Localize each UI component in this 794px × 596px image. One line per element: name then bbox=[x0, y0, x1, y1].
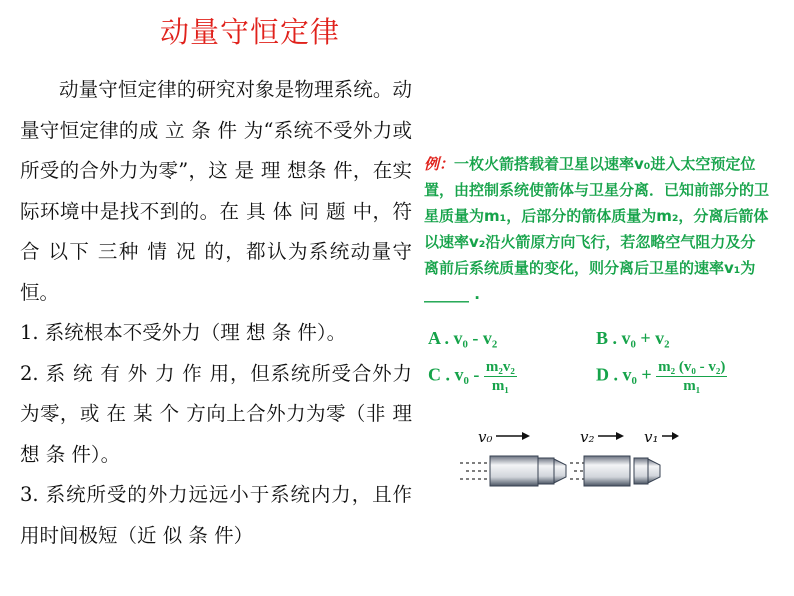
label-v0: v₀ bbox=[478, 428, 493, 446]
option-c-denominator: m₁ bbox=[491, 378, 509, 394]
example-problem bbox=[424, 151, 769, 307]
label-v1: v₁ bbox=[644, 428, 659, 446]
label-v2: v₂ bbox=[580, 428, 595, 446]
page-title: 动量守恒定律 bbox=[159, 15, 340, 49]
satellite-section bbox=[634, 458, 660, 484]
paragraph-case-2: 2. 系 统 有 外 力 作 用，但系统所受合外力为零，或 在 某 个 方向上合外力为零（非 理 想 条 件）。 bbox=[20, 361, 412, 466]
rocket-separation-figure bbox=[440, 425, 680, 515]
body-text bbox=[20, 70, 412, 556]
option-d-prefix: D . v₀ + bbox=[596, 364, 652, 385]
arrow-v0 bbox=[496, 432, 530, 440]
paragraph-intro: 动量守恒定律的研究对象是物理系统。动量守恒定律的成 立 条 件 为“系统不受外力或所受的合外力为零”，这 是 理 想条 件，在实际环境中是找不到的。在 具 体 问 题 中，符 合 以下 三种 情 况 的，都认为系统动量守恒。 bbox=[20, 78, 412, 304]
option-a: A . v₀ - v₂ bbox=[428, 328, 498, 348]
arrow-v1 bbox=[662, 432, 679, 440]
exhaust-lines-left bbox=[460, 463, 490, 479]
paragraph-case-3: 3. 系统所受的外力远远小于系统内力，且作用时间极短（近 似 条 件） bbox=[20, 483, 412, 547]
example-label: 例： bbox=[424, 155, 455, 173]
rocket-whole bbox=[490, 456, 566, 486]
example-text: 一枚火箭搭载着卫星以速率v₀进入太空预定位置，由控制系统使箭体与卫星分离．已知前部分的卫星质量为m₁，后部分的箭体质量为m₂，分离后箭体以速率v₂沿火箭原方向飞行，若忽略空气阻力及分离前后系统质量的变化，则分离后卫星的速率v₁为______ . bbox=[424, 155, 770, 303]
paragraph-case-1: 1. 系统根本不受外力（理 想 条 件）。 bbox=[20, 321, 347, 344]
rocket-body-section bbox=[584, 456, 630, 486]
option-d-denominator: m₁ bbox=[683, 378, 701, 394]
option-b: B . v₀ + v₂ bbox=[596, 328, 670, 348]
option-d-fraction bbox=[656, 358, 727, 395]
option-c-prefix: C . v₀ - bbox=[428, 364, 480, 385]
option-d bbox=[596, 358, 727, 395]
option-c bbox=[428, 358, 517, 395]
arrow-v2 bbox=[598, 432, 624, 440]
option-c-fraction bbox=[484, 358, 517, 395]
exhaust-lines-right bbox=[570, 463, 584, 479]
option-d-numerator: m₂ (v₀ - v₂) bbox=[658, 359, 726, 375]
option-c-numerator: m₂v₂ bbox=[485, 359, 515, 375]
